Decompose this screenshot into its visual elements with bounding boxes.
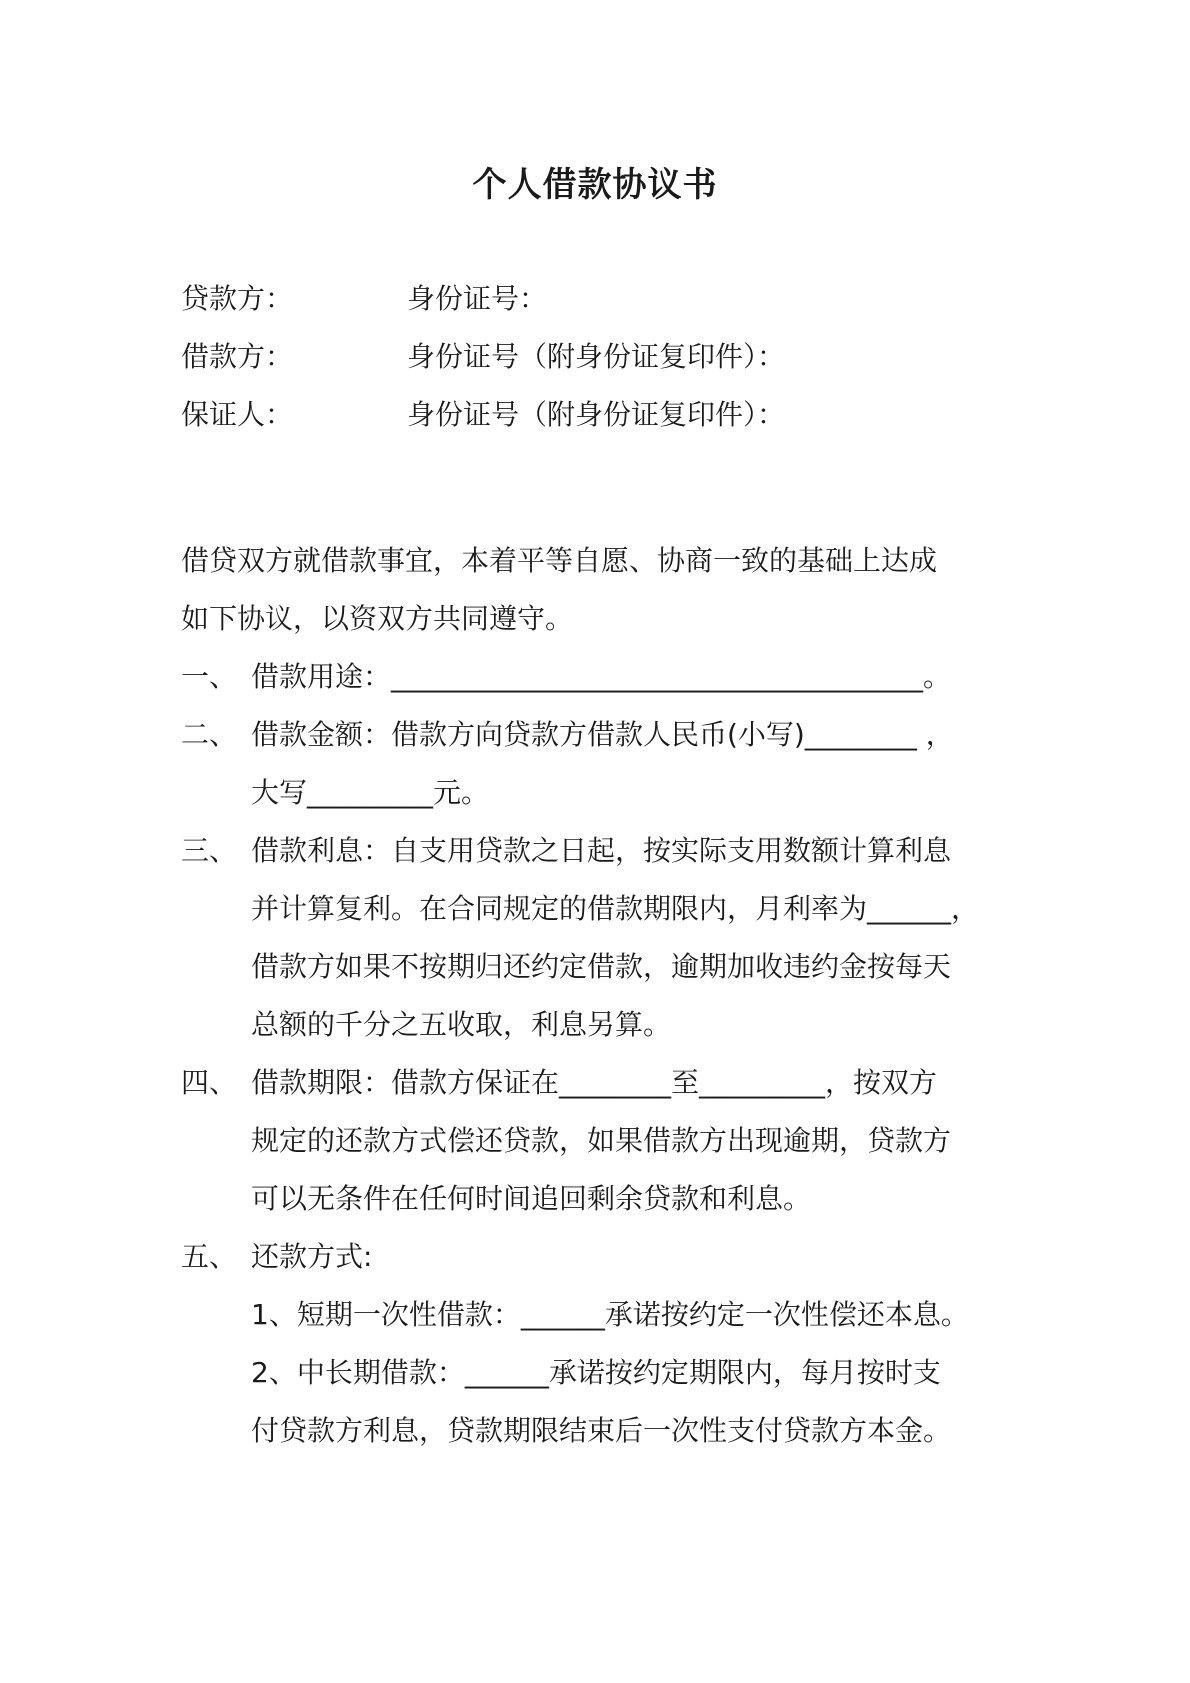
intro-line: 借贷双方就借款事宜，本着平等自愿、协商一致的基础上达成: [181, 544, 938, 577]
clause-repayment-heading: 还款方式:: [251, 1240, 373, 1273]
clause-number: 三、: [181, 834, 238, 867]
lender-id-field: 身份证号：: [407, 282, 548, 315]
clause-interest-line: 总额的千分之五收取，利息另算。: [251, 1008, 672, 1041]
clause-interest-line: 并计算复利。在合同规定的借款期限内，月利率为______，: [251, 892, 980, 925]
clause-amount-line: 大写_________元。: [251, 776, 490, 809]
lender-label: 贷款方：: [181, 282, 294, 315]
clause-repayment-item: 付贷款方利息，贷款期限结束后一次性支付贷款方本金。: [251, 1414, 952, 1447]
clause-purpose-line: 借款用途：______________________________________。: [251, 660, 952, 693]
clause-number: 五、: [181, 1240, 238, 1273]
intro-line: 如下协议，以资双方共同遵守。: [181, 602, 574, 635]
document-title: 个人借款协议书: [472, 165, 718, 205]
clause-term-line: 规定的还款方式偿还贷款，如果借款方出现逾期，贷款方: [251, 1124, 952, 1157]
clause-interest-line: 借款方如果不按期归还约定借款，逾期加收违约金按每天: [251, 950, 952, 983]
clause-term-line: 可以无条件在任何时间追回剩余贷款和利息。: [251, 1182, 812, 1215]
borrower-id-field: 身份证号（附身份证复印件）：: [407, 340, 786, 373]
guarantor-label: 保证人：: [181, 398, 294, 431]
clause-number: 四、: [181, 1066, 238, 1099]
clause-amount-line: 借款金额：借款方向贷款方借款人民币(小写)________ ，: [251, 718, 954, 751]
clause-number: 一、: [181, 660, 238, 693]
clause-repayment-item: 1、短期一次性借款：______承诺按约定一次性偿还本息。: [251, 1298, 969, 1331]
borrower-label: 借款方：: [181, 340, 294, 373]
clause-number: 二、: [181, 718, 238, 751]
clause-term-line: 借款期限：借款方保证在________至_________，按双方: [251, 1066, 938, 1099]
clause-repayment-item: 2、中长期借款：______承诺按约定期限内，每月按时支: [251, 1356, 941, 1389]
guarantor-id-field: 身份证号（附身份证复印件）：: [407, 398, 786, 431]
clause-interest-line: 借款利息：自支用贷款之日起，按实际支用数额计算利息: [251, 834, 952, 867]
